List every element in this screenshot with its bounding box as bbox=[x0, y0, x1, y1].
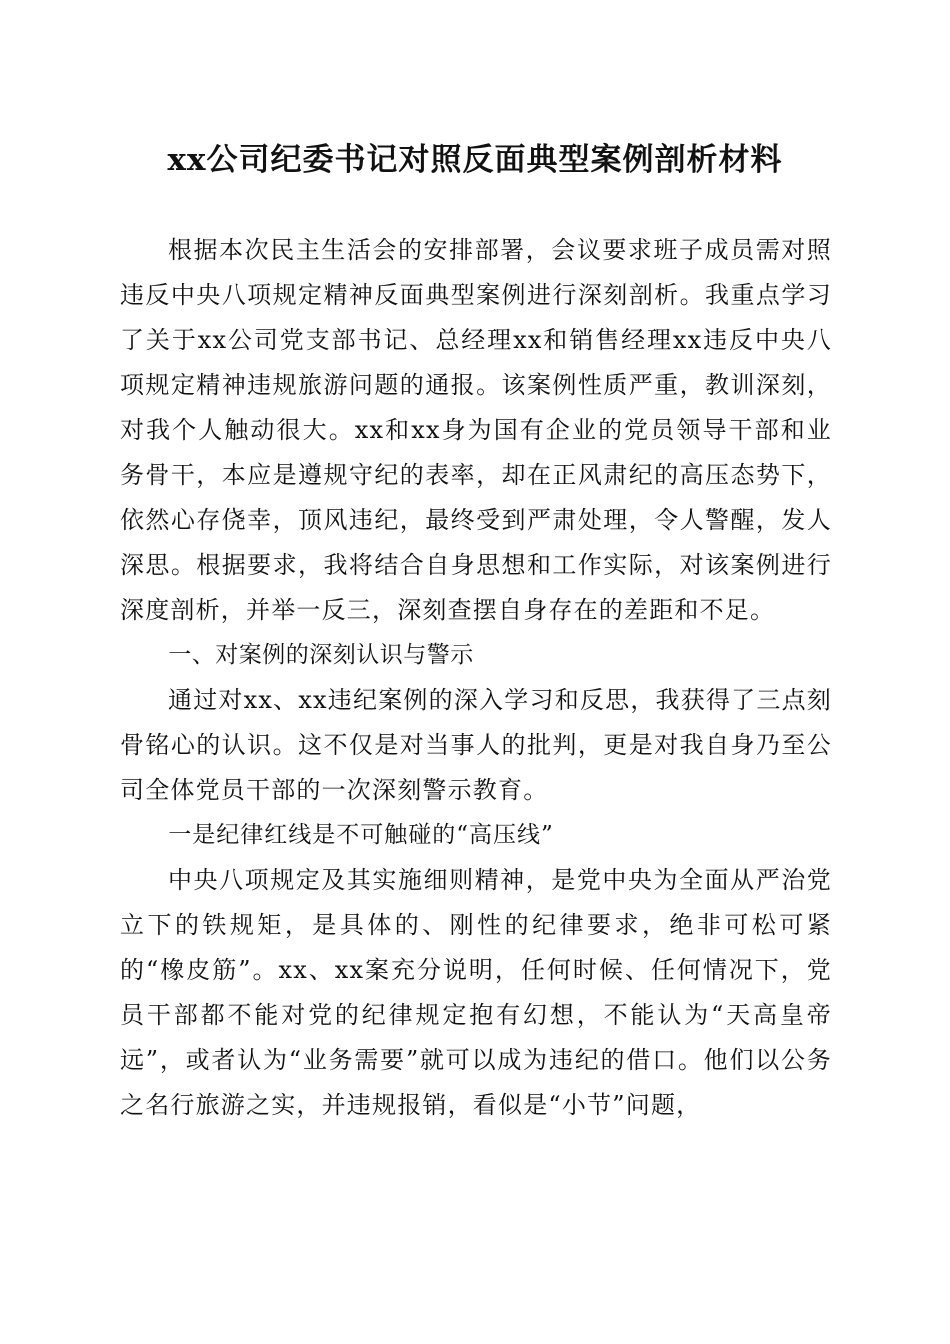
point-1-paragraph: 中央八项规定及其实施细则精神，是党中央为全面从严治党立下的铁规矩，是具体的、刚性的纪律要求，绝非可松可紧的“橡皮筋”。xx、xx案充分说明，任何时候、任何情况下，党员干部都不能对党的纪律规定抱有幻想，不能认为“天高皇帝远”，或者认为“业务需要”就可以成为违纪的借口。他们以公务之名行旅游之实，并违规报销，看似是“小节”问题， bbox=[120, 866, 832, 1119]
section-1-paragraph: 通过对xx、xx违纪案例的深入学习和反思，我获得了三点刻骨铭心的认识。这不仅是对当事人的批判，更是对我自身乃至公司全体党员干部的一次深刻警示教育。 bbox=[120, 686, 832, 804]
document-title: xx公司纪委书记对照反面典型案例剖析材料 bbox=[167, 142, 783, 178]
document-body bbox=[120, 228, 832, 1128]
point-heading-1: 一是纪律红线是不可触碰的“高压线” bbox=[168, 822, 554, 848]
section-heading-1: 一、对案例的深刻认识与警示 bbox=[168, 642, 474, 668]
intro-paragraph: 根据本次民主生活会的安排部署，会议要求班子成员需对照违反中央八项规定精神反面典型案例进行深刻剖析。我重点学习了关于xx公司党支部书记、总经理xx和销售经理xx违反中央八项规定精神违规旅游问题的通报。该案例性质严重，教训深刻，对我个人触动很大。xx和xx身为国有企业的党员领导干部和业务骨干，本应是遵规守纪的表率，却在正风肃纪的高压态势下，依然心存侥幸，顶风违纪，最终受到严肃处理，令人警醒，发人深思。根据要求，我将结合自身思想和工作实际，对该案例进行深度剖析，并举一反三，深刻查摆自身存在的差距和不足。 bbox=[120, 236, 832, 624]
